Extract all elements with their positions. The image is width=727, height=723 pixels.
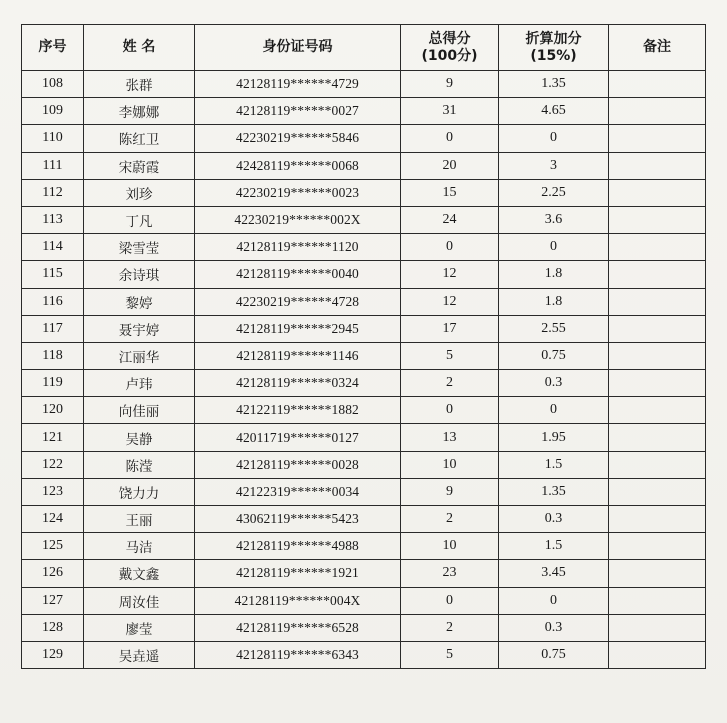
cell-id: 42128119******0027 bbox=[195, 98, 401, 125]
cell-seq: 110 bbox=[22, 125, 84, 152]
cell-id: 42128119******4729 bbox=[195, 71, 401, 98]
cell-seq: 109 bbox=[22, 98, 84, 125]
header-row bbox=[22, 25, 706, 71]
table-row bbox=[22, 98, 706, 125]
cell-note bbox=[609, 315, 706, 342]
cell-seq: 122 bbox=[22, 451, 84, 478]
score-table bbox=[21, 24, 706, 669]
cell-total: 24 bbox=[401, 206, 499, 233]
cell-bonus: 0.3 bbox=[499, 614, 609, 641]
cell-note bbox=[609, 288, 706, 315]
cell-name: 余诗琪 bbox=[84, 261, 195, 288]
table-row bbox=[22, 560, 706, 587]
cell-seq: 113 bbox=[22, 206, 84, 233]
cell-total: 0 bbox=[401, 125, 499, 152]
table-row bbox=[22, 125, 706, 152]
cell-name: 周汝佳 bbox=[84, 587, 195, 614]
cell-name: 卢玮 bbox=[84, 370, 195, 397]
cell-bonus: 3 bbox=[499, 152, 609, 179]
cell-name: 宋蔚霞 bbox=[84, 152, 195, 179]
cell-name: 陈滢 bbox=[84, 451, 195, 478]
cell-total: 17 bbox=[401, 315, 499, 342]
table-row bbox=[22, 342, 706, 369]
cell-total: 2 bbox=[401, 506, 499, 533]
cell-bonus: 4.65 bbox=[499, 98, 609, 125]
cell-note bbox=[609, 560, 706, 587]
cell-name: 刘珍 bbox=[84, 179, 195, 206]
cell-note bbox=[609, 71, 706, 98]
cell-id: 42428119******0068 bbox=[195, 152, 401, 179]
cell-total: 15 bbox=[401, 179, 499, 206]
cell-id: 42128119******004X bbox=[195, 587, 401, 614]
cell-seq: 120 bbox=[22, 397, 84, 424]
cell-note bbox=[609, 179, 706, 206]
cell-bonus: 2.55 bbox=[499, 315, 609, 342]
cell-seq: 121 bbox=[22, 424, 84, 451]
cell-name: 张群 bbox=[84, 71, 195, 98]
cell-total: 5 bbox=[401, 641, 499, 668]
cell-note bbox=[609, 506, 706, 533]
cell-name: 王丽 bbox=[84, 506, 195, 533]
cell-id: 42128119******2945 bbox=[195, 315, 401, 342]
cell-seq: 111 bbox=[22, 152, 84, 179]
cell-name: 聂宇婷 bbox=[84, 315, 195, 342]
cell-seq: 117 bbox=[22, 315, 84, 342]
cell-note bbox=[609, 478, 706, 505]
cell-name: 饶力力 bbox=[84, 478, 195, 505]
cell-bonus: 0 bbox=[499, 587, 609, 614]
header-seq: 序号 bbox=[22, 25, 84, 71]
cell-seq: 119 bbox=[22, 370, 84, 397]
cell-note bbox=[609, 451, 706, 478]
cell-note bbox=[609, 125, 706, 152]
cell-note bbox=[609, 370, 706, 397]
cell-id: 42230219******5846 bbox=[195, 125, 401, 152]
cell-name: 梁雪莹 bbox=[84, 234, 195, 261]
cell-name: 戴文鑫 bbox=[84, 560, 195, 587]
cell-id: 42128119******4988 bbox=[195, 533, 401, 560]
table-body bbox=[22, 71, 706, 669]
cell-note bbox=[609, 424, 706, 451]
cell-note bbox=[609, 641, 706, 668]
cell-total: 12 bbox=[401, 288, 499, 315]
cell-seq: 128 bbox=[22, 614, 84, 641]
cell-total: 31 bbox=[401, 98, 499, 125]
cell-name: 江丽华 bbox=[84, 342, 195, 369]
header-total bbox=[401, 25, 499, 71]
table-row bbox=[22, 234, 706, 261]
cell-total: 0 bbox=[401, 234, 499, 261]
table-row bbox=[22, 451, 706, 478]
cell-total: 20 bbox=[401, 152, 499, 179]
cell-total: 0 bbox=[401, 397, 499, 424]
cell-id: 42230219******002X bbox=[195, 206, 401, 233]
cell-note bbox=[609, 614, 706, 641]
cell-id: 42128119******1921 bbox=[195, 560, 401, 587]
cell-name: 吴静 bbox=[84, 424, 195, 451]
table-row bbox=[22, 206, 706, 233]
cell-bonus: 3.45 bbox=[499, 560, 609, 587]
cell-total: 0 bbox=[401, 587, 499, 614]
table-row bbox=[22, 397, 706, 424]
cell-name: 丁凡 bbox=[84, 206, 195, 233]
cell-seq: 115 bbox=[22, 261, 84, 288]
table-row bbox=[22, 614, 706, 641]
cell-bonus: 0 bbox=[499, 397, 609, 424]
cell-id: 42122319******0034 bbox=[195, 478, 401, 505]
cell-name: 李娜娜 bbox=[84, 98, 195, 125]
cell-note bbox=[609, 533, 706, 560]
cell-note bbox=[609, 206, 706, 233]
cell-bonus: 1.95 bbox=[499, 424, 609, 451]
table-row bbox=[22, 506, 706, 533]
table-row bbox=[22, 261, 706, 288]
header-bonus-line1: 折算加分 bbox=[525, 30, 582, 47]
cell-total: 2 bbox=[401, 614, 499, 641]
cell-id: 42128119******1120 bbox=[195, 234, 401, 261]
table-header bbox=[22, 25, 706, 71]
cell-bonus: 0.3 bbox=[499, 506, 609, 533]
cell-seq: 124 bbox=[22, 506, 84, 533]
cell-total: 2 bbox=[401, 370, 499, 397]
cell-bonus: 0.3 bbox=[499, 370, 609, 397]
table-row bbox=[22, 641, 706, 668]
cell-id: 42011719******0127 bbox=[195, 424, 401, 451]
table-row bbox=[22, 370, 706, 397]
cell-bonus: 1.35 bbox=[499, 71, 609, 98]
cell-bonus: 0 bbox=[499, 234, 609, 261]
cell-note bbox=[609, 342, 706, 369]
table-row bbox=[22, 288, 706, 315]
table-row bbox=[22, 424, 706, 451]
cell-bonus: 1.5 bbox=[499, 533, 609, 560]
cell-seq: 114 bbox=[22, 234, 84, 261]
header-total-line1: 总得分 bbox=[428, 30, 471, 47]
cell-bonus: 1.5 bbox=[499, 451, 609, 478]
cell-id: 42128119******6343 bbox=[195, 641, 401, 668]
table-row bbox=[22, 152, 706, 179]
cell-id: 43062119******5423 bbox=[195, 506, 401, 533]
cell-seq: 118 bbox=[22, 342, 84, 369]
cell-bonus: 2.25 bbox=[499, 179, 609, 206]
header-note: 备注 bbox=[609, 25, 706, 71]
cell-seq: 108 bbox=[22, 71, 84, 98]
table-row bbox=[22, 587, 706, 614]
cell-name: 马洁 bbox=[84, 533, 195, 560]
cell-name: 向佳丽 bbox=[84, 397, 195, 424]
cell-bonus: 0 bbox=[499, 125, 609, 152]
cell-total: 13 bbox=[401, 424, 499, 451]
cell-seq: 116 bbox=[22, 288, 84, 315]
cell-total: 9 bbox=[401, 478, 499, 505]
cell-seq: 129 bbox=[22, 641, 84, 668]
cell-note bbox=[609, 397, 706, 424]
cell-seq: 127 bbox=[22, 587, 84, 614]
cell-id: 42230219******4728 bbox=[195, 288, 401, 315]
table-row bbox=[22, 71, 706, 98]
cell-id: 42128119******1146 bbox=[195, 342, 401, 369]
cell-id: 42122119******1882 bbox=[195, 397, 401, 424]
header-bonus bbox=[499, 25, 609, 71]
cell-note bbox=[609, 261, 706, 288]
table-row bbox=[22, 478, 706, 505]
cell-total: 10 bbox=[401, 451, 499, 478]
cell-id: 42128119******0040 bbox=[195, 261, 401, 288]
cell-bonus: 1.8 bbox=[499, 261, 609, 288]
header-name: 姓 名 bbox=[84, 25, 195, 71]
cell-total: 12 bbox=[401, 261, 499, 288]
cell-seq: 125 bbox=[22, 533, 84, 560]
cell-total: 5 bbox=[401, 342, 499, 369]
header-total-line2: (100分) bbox=[421, 47, 478, 64]
cell-name: 黎婷 bbox=[84, 288, 195, 315]
cell-name: 吴垚遥 bbox=[84, 641, 195, 668]
header-bonus-line2: (15%) bbox=[530, 47, 577, 64]
cell-note bbox=[609, 152, 706, 179]
cell-bonus: 1.8 bbox=[499, 288, 609, 315]
cell-bonus: 1.35 bbox=[499, 478, 609, 505]
cell-seq: 126 bbox=[22, 560, 84, 587]
cell-note bbox=[609, 587, 706, 614]
cell-bonus: 3.6 bbox=[499, 206, 609, 233]
table-row bbox=[22, 533, 706, 560]
cell-bonus: 0.75 bbox=[499, 641, 609, 668]
table-row bbox=[22, 179, 706, 206]
cell-total: 10 bbox=[401, 533, 499, 560]
cell-bonus: 0.75 bbox=[499, 342, 609, 369]
cell-name: 陈红卫 bbox=[84, 125, 195, 152]
cell-id: 42230219******0023 bbox=[195, 179, 401, 206]
cell-name: 廖莹 bbox=[84, 614, 195, 641]
cell-id: 42128119******6528 bbox=[195, 614, 401, 641]
cell-id: 42128119******0324 bbox=[195, 370, 401, 397]
table-row bbox=[22, 315, 706, 342]
cell-seq: 112 bbox=[22, 179, 84, 206]
cell-note bbox=[609, 234, 706, 261]
cell-total: 23 bbox=[401, 560, 499, 587]
cell-seq: 123 bbox=[22, 478, 84, 505]
cell-id: 42128119******0028 bbox=[195, 451, 401, 478]
header-id: 身份证号码 bbox=[195, 25, 401, 71]
cell-total: 9 bbox=[401, 71, 499, 98]
cell-note bbox=[609, 98, 706, 125]
